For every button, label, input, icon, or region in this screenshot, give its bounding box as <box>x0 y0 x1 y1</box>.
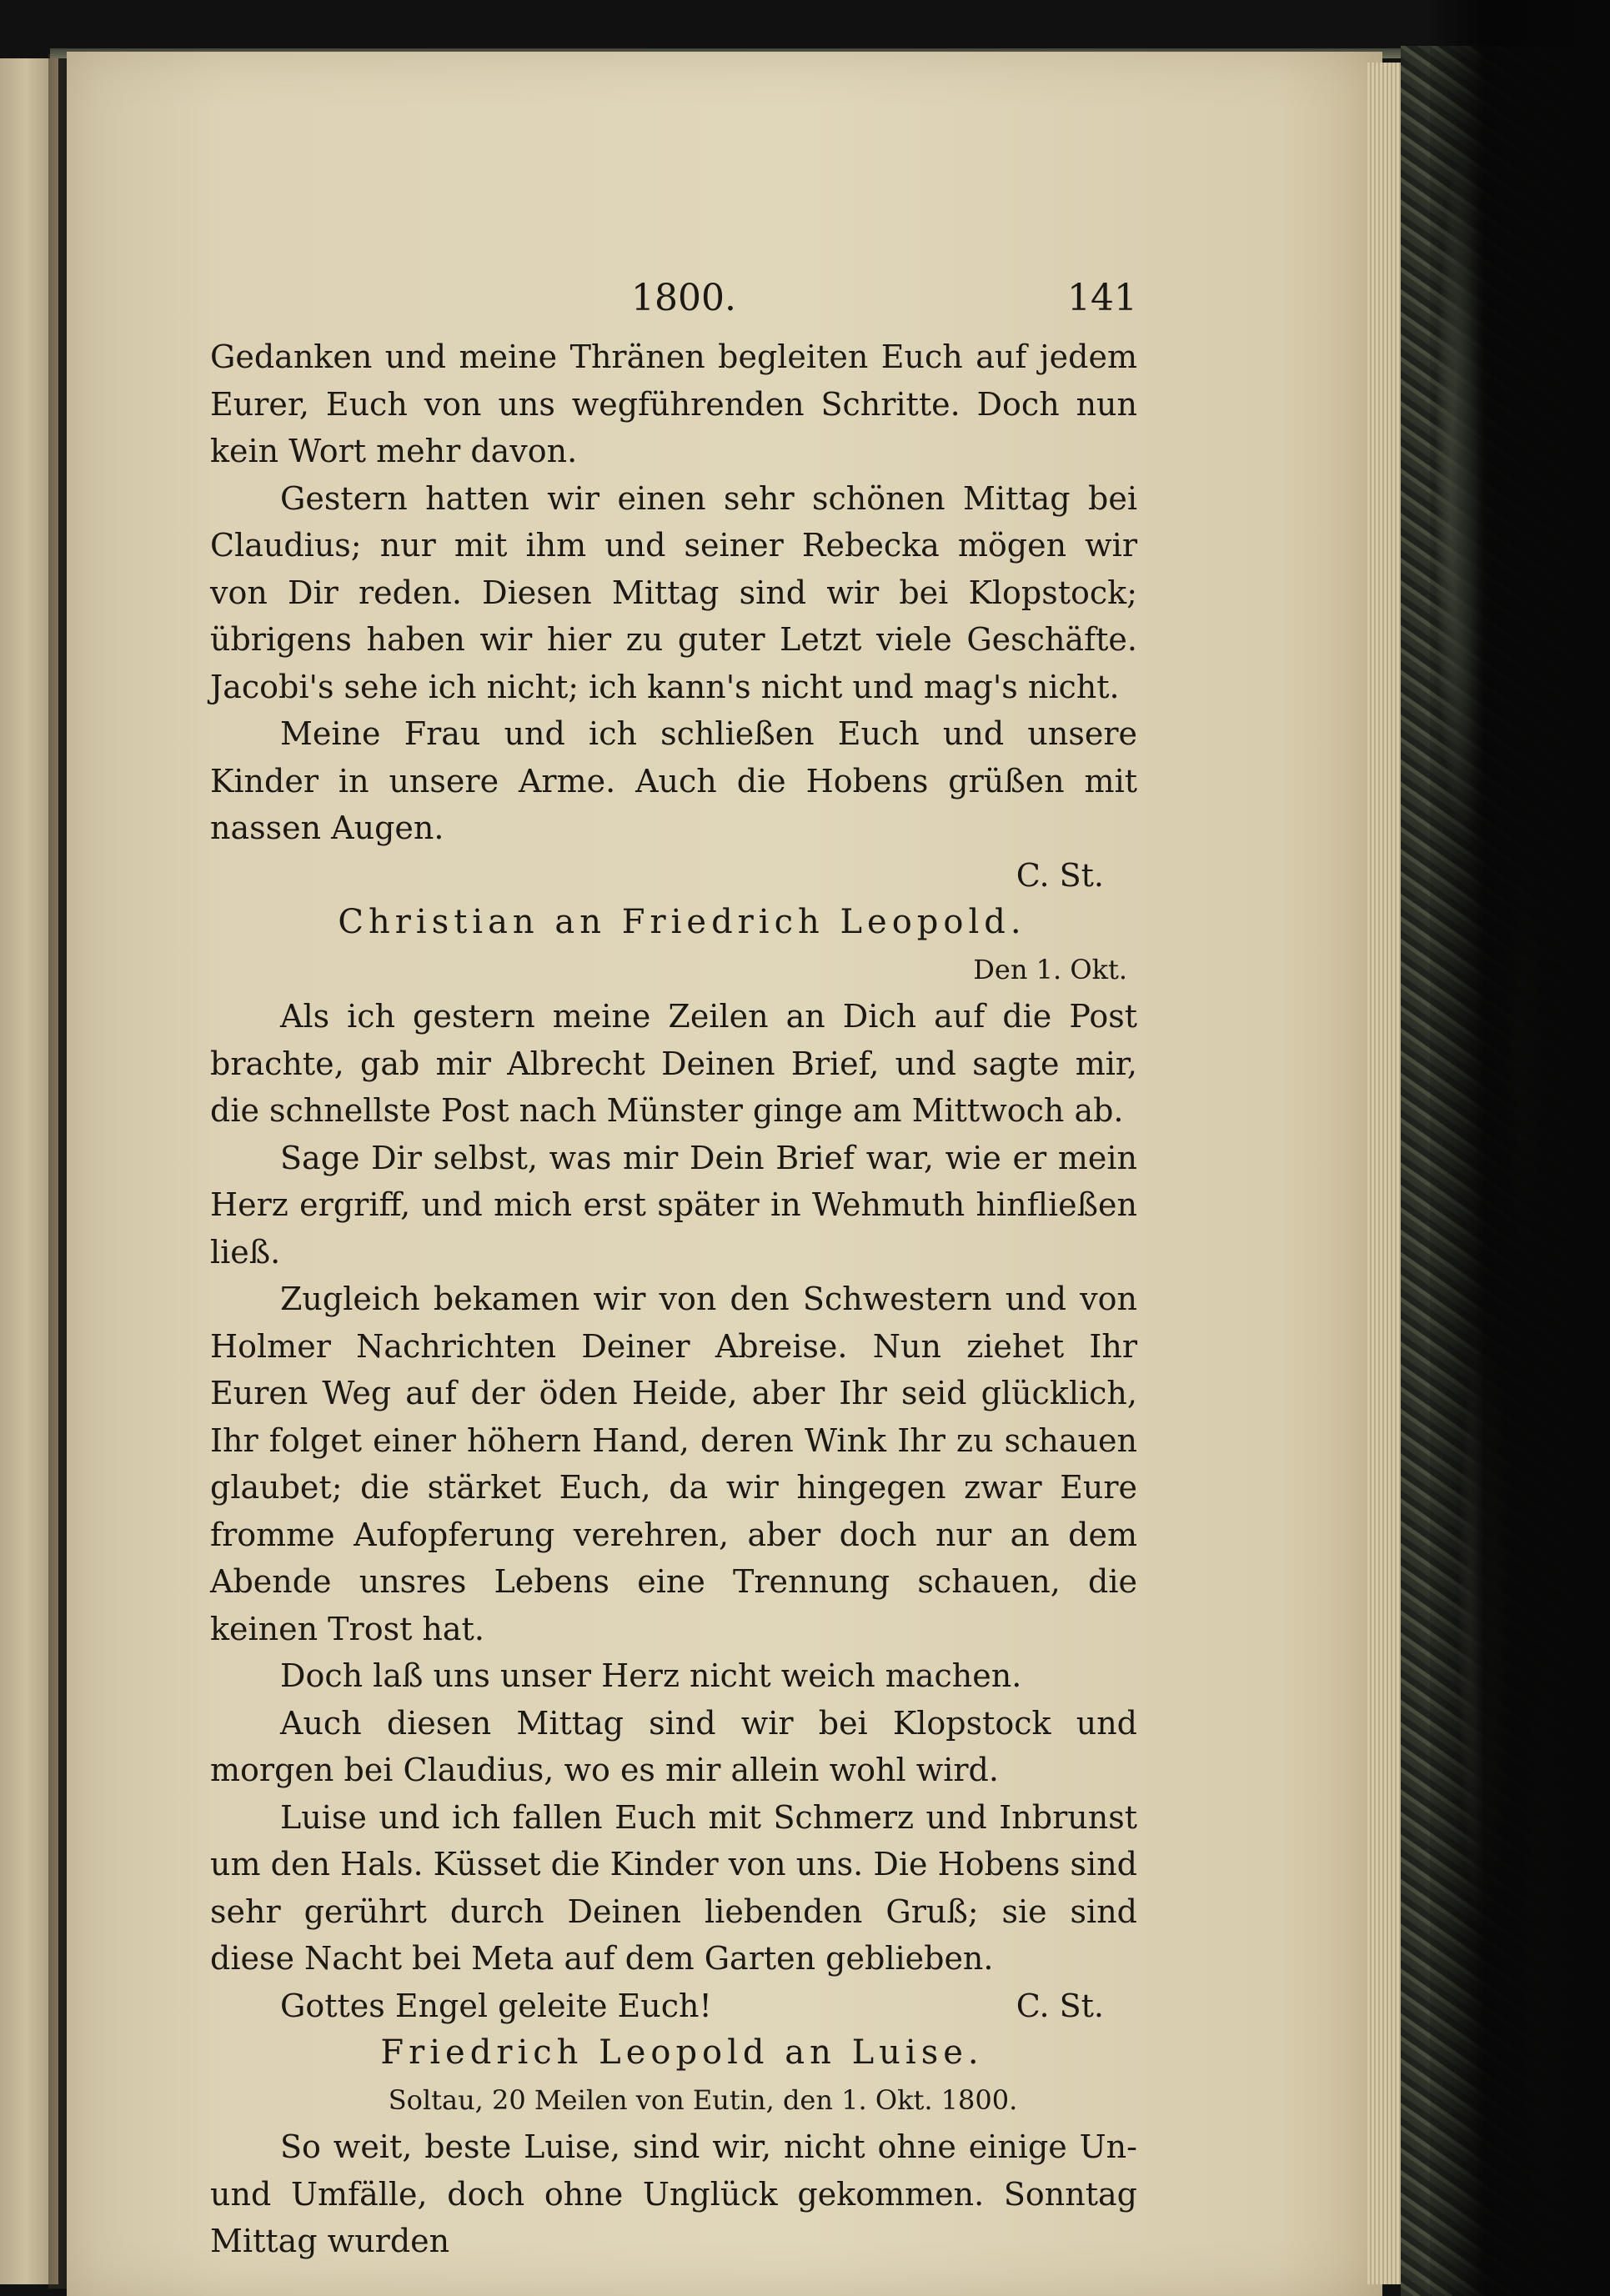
paragraph: So weit, beste Luise, sind wir, nicht ohne einige Un- und Umfälle, doch ohne Unglück gekommen. Sonntag Mittag wurden <box>210 2128 1137 2259</box>
paragraph: Doch laß uns unser Herz nicht weich machen. <box>280 1657 1022 1694</box>
paragraph: Zugleich bekamen wir von den Schwestern und von Holmer Nachrichten Deiner Abreise. Nun ziehet Ihr Euren Weg auf der öden Heide, aber Ihr seid glücklich, Ihr folget einer höhern Hand, deren Wink Ihr zu schauen glaubet; die stärket Euch, da wir hingegen zwar Eure fromme Aufopferung verehren, aber doch nur an dem Abende unsres Lebens eine Trennung schauen, die keinen Trost hat. <box>210 1281 1137 1647</box>
running-head <box>210 267 1137 333</box>
signature: C. St. <box>1016 856 1104 894</box>
paragraph: Meine Frau und ich schließen Euch und unsere Kinder in unsere Arme. Auch die Hobens grüßen mit nassen Augen. <box>210 715 1137 846</box>
paragraph: Luise und ich fallen Euch mit Schmerz und Inbrunst um den Hals. Küsset die Kinder von uns. Die Hobens sind sehr gerührt durch Deinen liebenden Gruß; sie sind diese Nacht bei Meta auf dem Garten geblieben. <box>210 1798 1137 1977</box>
closing-line <box>210 1983 1137 2030</box>
page-number: 141 <box>1067 277 1137 319</box>
running-head-year: 1800. <box>631 277 736 319</box>
paragraph: Als ich gestern meine Zeilen an Dich auf die Post brachte, gab mir Albrecht Deinen Brief, und sagte mir, die schnellste Post nach Münster ginge am Mittwoch ab. <box>210 998 1137 1129</box>
letter-dateline: Soltau, 20 Meilen von Eutin, den 1. Okt. 1800. <box>388 2083 1018 2116</box>
page-block-edges <box>1367 63 1404 2284</box>
letter-heading: Christian an Friedrich Leopold. <box>338 903 1026 941</box>
paragraph: Auch diesen Mittag sind wir bei Klopstock und morgen bei Claudius, wo es mir allein wohl wird. <box>210 1704 1137 1788</box>
closing-text: Gottes Engel geleite Euch! <box>280 1987 712 2024</box>
page-text <box>210 267 1137 2265</box>
background-shadow <box>1430 0 1610 2296</box>
letter-date: Den 1. Okt. <box>973 953 1127 985</box>
paragraph: Sage Dir selbst, was mir Dein Brief war, wie er mein Herz ergriff, und mich erst später in Wehmuth hinfließen ließ. <box>210 1139 1137 1271</box>
letter-heading: Friedrich Leopold an Luise. <box>380 2033 984 2072</box>
signature: C. St. <box>1016 1987 1104 2024</box>
paragraph: Gestern hatten wir einen sehr schönen Mittag bei Claudius; nur mit ihm und seiner Rebecka mögen wir von Dir reden. Diesen Mittag sind wir bei Klopstock; übrigens haben wir hier zu guter Letzt viele Geschäfte. Jacobi's sehe ich nicht; ich kann's nicht und mag's nicht. <box>210 479 1137 705</box>
paragraph-continuation: Gedanken und meine Thränen begleiten Euch auf jedem Eurer, Euch von uns wegführenden Schritte. Doch nun kein Wort mehr davon. <box>210 338 1137 469</box>
